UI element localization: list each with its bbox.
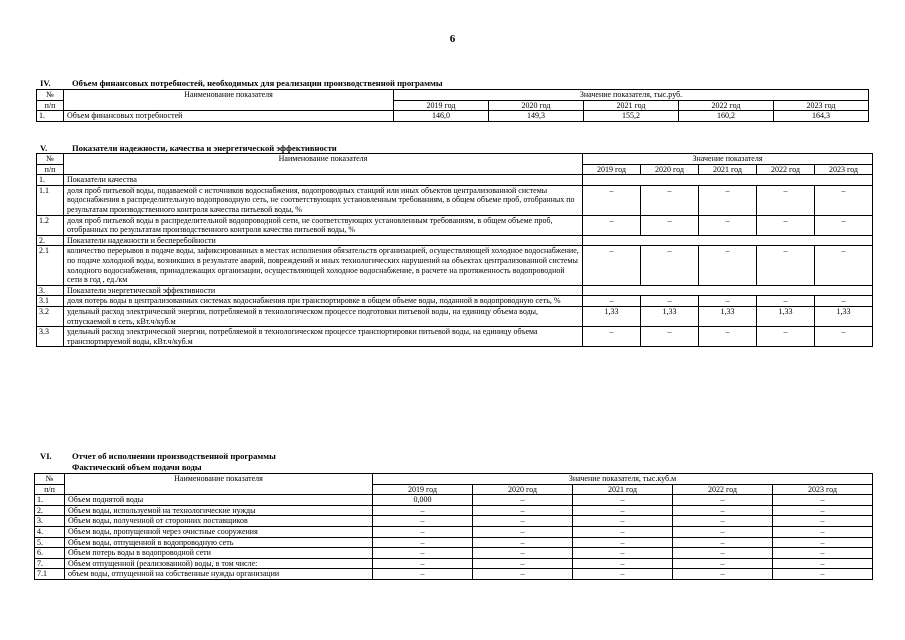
row-number: 7.1 bbox=[35, 569, 65, 580]
value-cell: – bbox=[757, 215, 815, 235]
col-header-name: Наименование показателя bbox=[65, 474, 373, 495]
value-cell: 1,33 bbox=[583, 306, 641, 326]
table-row bbox=[37, 111, 869, 122]
value-cell: – bbox=[673, 516, 773, 527]
value-cell: 164,3 bbox=[774, 111, 869, 122]
row-name: Объем воды, полученной от сторонних поставщиков bbox=[65, 516, 373, 527]
section-5-heading bbox=[40, 143, 337, 153]
row-number: 3. bbox=[35, 516, 65, 527]
value-cell: 1,33 bbox=[699, 306, 757, 326]
value-cell: – bbox=[815, 246, 873, 285]
section-5-roman: V. bbox=[40, 143, 48, 153]
row-name: удельный расход электрической энергии, потребляемой в технологическом процессе подготовки питьевой воды, на единицу объема воды, отпускаемой в сеть, кВт.ч/куб.м bbox=[64, 306, 583, 326]
group-empty-cell bbox=[583, 235, 873, 246]
value-cell: 149,3 bbox=[489, 111, 584, 122]
value-cell: – bbox=[373, 569, 473, 580]
water-supply-table bbox=[34, 473, 873, 580]
col-header-year: 2022 год bbox=[679, 100, 774, 111]
value-cell: – bbox=[699, 327, 757, 347]
col-header-name: Наименование показателя bbox=[64, 90, 394, 111]
row-number: 1. bbox=[37, 111, 64, 122]
value-cell: – bbox=[773, 526, 873, 537]
value-cell: – bbox=[573, 516, 673, 527]
value-cell: – bbox=[673, 526, 773, 537]
row-name: Объем воды, отпущенной в водопроводную сеть bbox=[65, 537, 373, 548]
table-row bbox=[37, 246, 873, 285]
value-cell: – bbox=[473, 548, 573, 559]
value-cell: – bbox=[815, 327, 873, 347]
value-cell: – bbox=[373, 516, 473, 527]
row-number: 5. bbox=[35, 537, 65, 548]
table-row bbox=[35, 516, 873, 527]
header-row bbox=[37, 154, 873, 165]
col-header-name: Наименование показателя bbox=[64, 154, 583, 175]
value-cell: – bbox=[583, 215, 641, 235]
group-row bbox=[37, 285, 873, 296]
row-name: доля потерь воды в централизованных системах водоснабжения при транспортировке в общем объеме воды, поданной в водопроводную сеть, % bbox=[64, 296, 583, 307]
value-cell: – bbox=[373, 548, 473, 559]
section-4-title: Объем финансовых потребностей, необходимых для реализации производственной программы bbox=[72, 78, 443, 88]
row-name: доля проб питьевой воды в распределительной водопроводной сети, не соответствующих установленным требованиям, в общем объеме проб, отобранных по результатам производственного контроля качества питьевой воды, % bbox=[64, 215, 583, 235]
value-cell: 0,000 bbox=[373, 495, 473, 506]
value-cell: – bbox=[815, 215, 873, 235]
section-5-title: Показатели надежности, качества и энергетической эффективности bbox=[72, 143, 337, 153]
value-cell: – bbox=[583, 185, 641, 215]
value-cell: – bbox=[773, 548, 873, 559]
row-number: 7. bbox=[35, 558, 65, 569]
value-cell: – bbox=[699, 246, 757, 285]
row-number: 1.2 bbox=[37, 215, 64, 235]
row-name: Объем воды, пропущенной через очистные сооружения bbox=[65, 526, 373, 537]
table-row bbox=[35, 495, 873, 506]
value-cell: – bbox=[641, 296, 699, 307]
table-row bbox=[35, 548, 873, 559]
value-cell: – bbox=[573, 548, 673, 559]
value-cell: – bbox=[641, 185, 699, 215]
value-cell: – bbox=[473, 537, 573, 548]
section-4-heading bbox=[40, 78, 443, 88]
table-row bbox=[37, 296, 873, 307]
row-number: 2.1 bbox=[37, 246, 64, 285]
col-header-year: 2023 год bbox=[773, 484, 873, 495]
value-cell: – bbox=[373, 526, 473, 537]
value-cell: – bbox=[583, 246, 641, 285]
row-number: 1. bbox=[35, 495, 65, 506]
value-cell: – bbox=[815, 296, 873, 307]
value-cell: – bbox=[573, 526, 673, 537]
header-row bbox=[37, 90, 869, 101]
value-cell: – bbox=[673, 495, 773, 506]
col-header-year: 2023 год bbox=[774, 100, 869, 111]
value-cell: – bbox=[641, 327, 699, 347]
value-cell: – bbox=[573, 505, 673, 516]
table-row bbox=[35, 505, 873, 516]
group-row bbox=[37, 175, 873, 186]
col-header-year: 2019 год bbox=[373, 484, 473, 495]
value-cell: – bbox=[573, 569, 673, 580]
row-number: 4. bbox=[35, 526, 65, 537]
value-cell: – bbox=[573, 537, 673, 548]
group-label: Показатели энергетической эффективности bbox=[64, 285, 583, 296]
page-number: 6 bbox=[449, 33, 456, 45]
header-row bbox=[35, 474, 873, 485]
table-row bbox=[37, 306, 873, 326]
col-header-no: № bbox=[37, 90, 64, 101]
row-number: 3.3 bbox=[37, 327, 64, 347]
table-row bbox=[37, 185, 873, 215]
value-cell: – bbox=[473, 516, 573, 527]
value-cell: – bbox=[699, 185, 757, 215]
col-header-value: Значение показателя, тыс.куб.м bbox=[373, 474, 873, 485]
section-6-roman: VI. bbox=[40, 451, 52, 461]
table-row bbox=[35, 526, 873, 537]
col-header-year: 2021 год bbox=[584, 100, 679, 111]
value-cell: 146,0 bbox=[394, 111, 489, 122]
row-number: 3.2 bbox=[37, 306, 64, 326]
col-header-year: 2020 год bbox=[641, 164, 699, 175]
table-row bbox=[37, 215, 873, 235]
section-6-subtitle: Фактический объем подачи воды bbox=[72, 462, 202, 472]
value-cell: – bbox=[583, 296, 641, 307]
value-cell: – bbox=[583, 327, 641, 347]
group-label: Показатели надежности и бесперебойности bbox=[64, 235, 583, 246]
value-cell: 155,2 bbox=[584, 111, 679, 122]
row-name: Объем поднятой воды bbox=[65, 495, 373, 506]
value-cell: – bbox=[757, 246, 815, 285]
value-cell: – bbox=[573, 558, 673, 569]
col-header-year: 2020 год bbox=[473, 484, 573, 495]
col-header-year: 2019 год bbox=[394, 100, 489, 111]
value-cell: – bbox=[757, 296, 815, 307]
section-6-heading bbox=[40, 451, 276, 461]
value-cell: – bbox=[815, 185, 873, 215]
value-cell: – bbox=[773, 537, 873, 548]
value-cell: – bbox=[773, 516, 873, 527]
value-cell: – bbox=[699, 296, 757, 307]
value-cell: – bbox=[773, 569, 873, 580]
table-row bbox=[35, 569, 873, 580]
row-name: Объем финансовых потребностей bbox=[64, 111, 394, 122]
row-number: 1.1 bbox=[37, 185, 64, 215]
group-row bbox=[37, 235, 873, 246]
row-number: 2. bbox=[37, 235, 64, 246]
row-name: количество перерывов в подаче воды, зафиксированных в местах исполнения обязательств организацией, осуществляющей холодное водоснабжение, по подаче холодной воды, возникших в результате аварий, повреждений и иных технологических нарушений на объектах централизованной системы холодного водоснабжения, принадлежащих организации, осуществляющей холодное водоснабжение, в расчете на протяженность водопроводной сети в год , ед./км bbox=[64, 246, 583, 285]
value-cell: – bbox=[373, 537, 473, 548]
row-number: 1. bbox=[37, 175, 64, 186]
col-header-value: Значение показателя, тыс.руб. bbox=[394, 90, 869, 101]
col-header-year: 2021 год bbox=[573, 484, 673, 495]
value-cell: – bbox=[699, 215, 757, 235]
value-cell: – bbox=[473, 495, 573, 506]
col-header-pp: п/п bbox=[37, 100, 64, 111]
group-empty-cell bbox=[583, 175, 873, 186]
value-cell: – bbox=[773, 505, 873, 516]
col-header-year: 2021 год bbox=[699, 164, 757, 175]
col-header-pp: п/п bbox=[37, 164, 64, 175]
value-cell: – bbox=[473, 526, 573, 537]
col-header-no: № bbox=[37, 154, 64, 165]
value-cell: – bbox=[473, 505, 573, 516]
value-cell: – bbox=[373, 505, 473, 516]
value-cell: – bbox=[641, 215, 699, 235]
value-cell: 1,33 bbox=[641, 306, 699, 326]
row-number: 2. bbox=[35, 505, 65, 516]
col-header-pp: п/п bbox=[35, 484, 65, 495]
row-number: 3.1 bbox=[37, 296, 64, 307]
value-cell: – bbox=[773, 558, 873, 569]
reliability-table bbox=[36, 153, 873, 347]
value-cell: – bbox=[473, 558, 573, 569]
row-name: удельный расход электрической энергии, потребляемой в технологическом процессе транспортировки питьевой воды, на единицу объема транспортируемой воды, кВт.ч/куб.м bbox=[64, 327, 583, 347]
table-row bbox=[37, 327, 873, 347]
row-name: Объем отпущенной (реализованной) воды, в том числе: bbox=[65, 558, 373, 569]
row-name: Объем потерь воды в водопроводной сети bbox=[65, 548, 373, 559]
value-cell: – bbox=[773, 495, 873, 506]
section-6-title: Отчет об исполнении производственной программы bbox=[72, 451, 276, 461]
value-cell: – bbox=[473, 569, 573, 580]
value-cell: – bbox=[673, 537, 773, 548]
value-cell: – bbox=[673, 569, 773, 580]
value-cell: – bbox=[373, 558, 473, 569]
row-name: Объем воды, используемой на технологические нужды bbox=[65, 505, 373, 516]
col-header-year: 2022 год bbox=[673, 484, 773, 495]
col-header-year: 2020 год bbox=[489, 100, 584, 111]
table-row bbox=[35, 537, 873, 548]
col-header-year: 2022 год bbox=[757, 164, 815, 175]
col-header-year: 2019 год bbox=[583, 164, 641, 175]
value-cell: – bbox=[673, 548, 773, 559]
row-name: объем воды, отпущенной на собственные нужды организации bbox=[65, 569, 373, 580]
group-empty-cell bbox=[583, 285, 873, 296]
value-cell: – bbox=[757, 327, 815, 347]
value-cell: 1,33 bbox=[757, 306, 815, 326]
col-header-value: Значение показателя bbox=[583, 154, 873, 165]
value-cell: 1,33 bbox=[815, 306, 873, 326]
section-4-roman: IV. bbox=[40, 78, 51, 88]
value-cell: – bbox=[673, 558, 773, 569]
col-header-year: 2023 год bbox=[815, 164, 873, 175]
financial-needs-table bbox=[36, 89, 869, 122]
col-header-no: № bbox=[35, 474, 65, 485]
value-cell: – bbox=[573, 495, 673, 506]
value-cell: – bbox=[757, 185, 815, 215]
row-name: доля проб питьевой воды, подаваемой с источников водоснабжения, водопроводных станций или иных объектов централизованной системы водоснабжения в распределительную водопроводную сеть, не соответствующих установленным требованиям, в общем объеме проб, отобранных по результатам производственного контроля качества питьевой воды, % bbox=[64, 185, 583, 215]
value-cell: 160,2 bbox=[679, 111, 774, 122]
table-row bbox=[35, 558, 873, 569]
row-number: 6. bbox=[35, 548, 65, 559]
value-cell: – bbox=[641, 246, 699, 285]
value-cell: – bbox=[673, 505, 773, 516]
row-number: 3. bbox=[37, 285, 64, 296]
group-label: Показатели качества bbox=[64, 175, 583, 186]
